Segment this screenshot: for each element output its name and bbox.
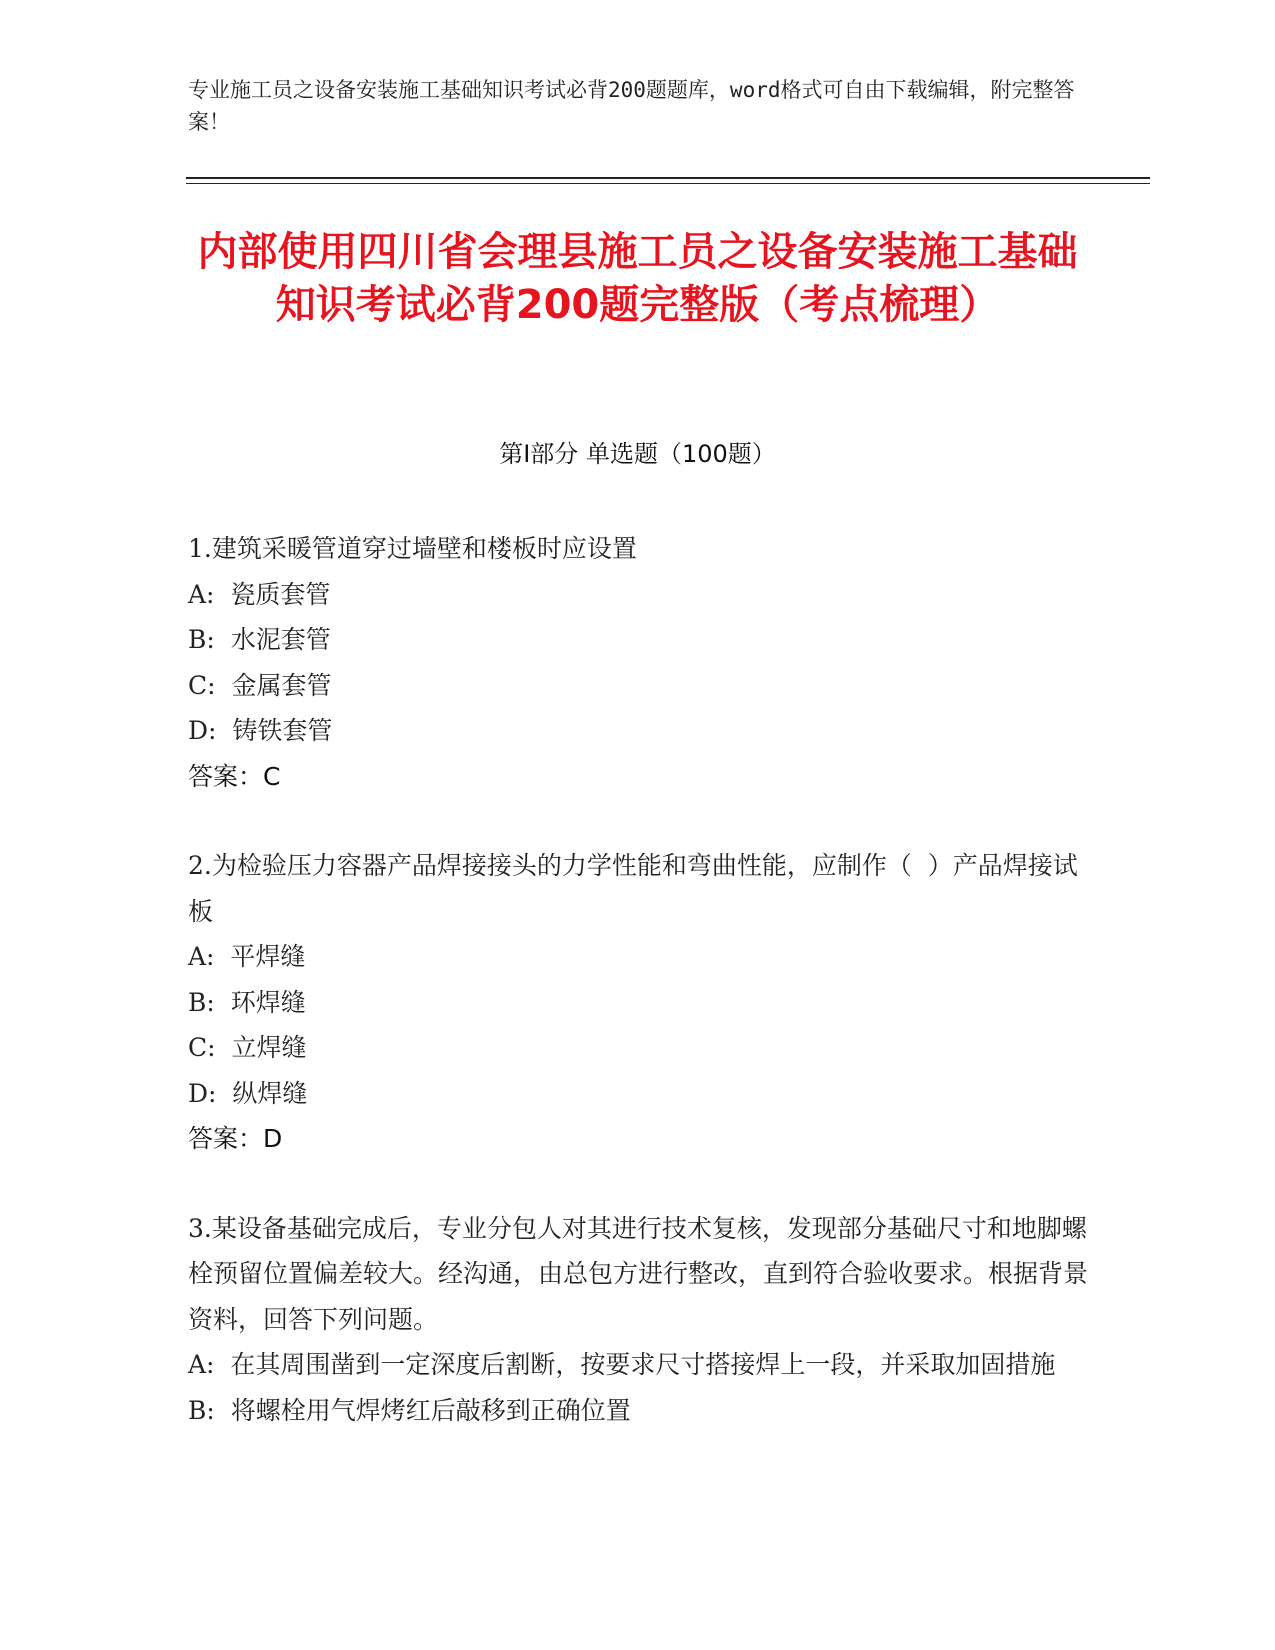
- question-stem: 3.某设备基础完成后，专业分包人对其进行技术复核，发现部分基础尺寸和地脚螺栓预留位置偏差较大。经沟通，由总包方进行整改，直到符合验收要求。根据背景资料，回答下列问题。: [188, 1213, 1089, 1334]
- option-d: D: 纵焊缝: [188, 1078, 308, 1108]
- option-c: C: 金属套管: [188, 670, 332, 700]
- header-divider-thin: [186, 183, 1150, 184]
- header-divider-thick: [186, 177, 1150, 179]
- option-d: D: 铸铁套管: [188, 716, 333, 745]
- option-a: A: 在其周围凿到一定深度后割断，按要求尺寸搭接焊上一段，并采取加固措施: [188, 1350, 1056, 1379]
- answer-label: 答案：D: [188, 1124, 283, 1153]
- section-title: 第I部分 单选题（100题）: [499, 440, 776, 468]
- question-stem: 1.建筑采暖管道穿过墙壁和楼板时应设置: [188, 534, 637, 563]
- answer-label: 答案：C: [188, 761, 281, 791]
- option-b: B: 将螺栓用气焊烤红后敲移到正确位置: [188, 1395, 631, 1425]
- option-a: A: 瓷质套管: [188, 579, 331, 609]
- question-3: [188, 1206, 1088, 1434]
- header-note: 专业施工员之设备安装施工基础知识考试必背200题题库，word格式可自由下载编辑，附完整答案！: [188, 78, 1075, 134]
- option-c: C: 立焊缝: [188, 1033, 307, 1062]
- option-b: B: 水泥套管: [188, 625, 331, 654]
- question-1: [188, 526, 1088, 799]
- question-2: [188, 843, 1088, 1162]
- document-title: 内部使用四川省会理县施工员之设备安装施工基础知识考试必背200题完整版（考点梳理）: [197, 229, 1078, 328]
- question-list: [188, 526, 1088, 1477]
- question-stem: 2.为检验压力容器产品焊接接头的力学性能和弯曲性能，应制作（ ）产品焊接试板: [188, 851, 1078, 926]
- option-b: B: 环焊缝: [188, 987, 306, 1017]
- option-a: A: 平焊缝: [188, 942, 306, 971]
